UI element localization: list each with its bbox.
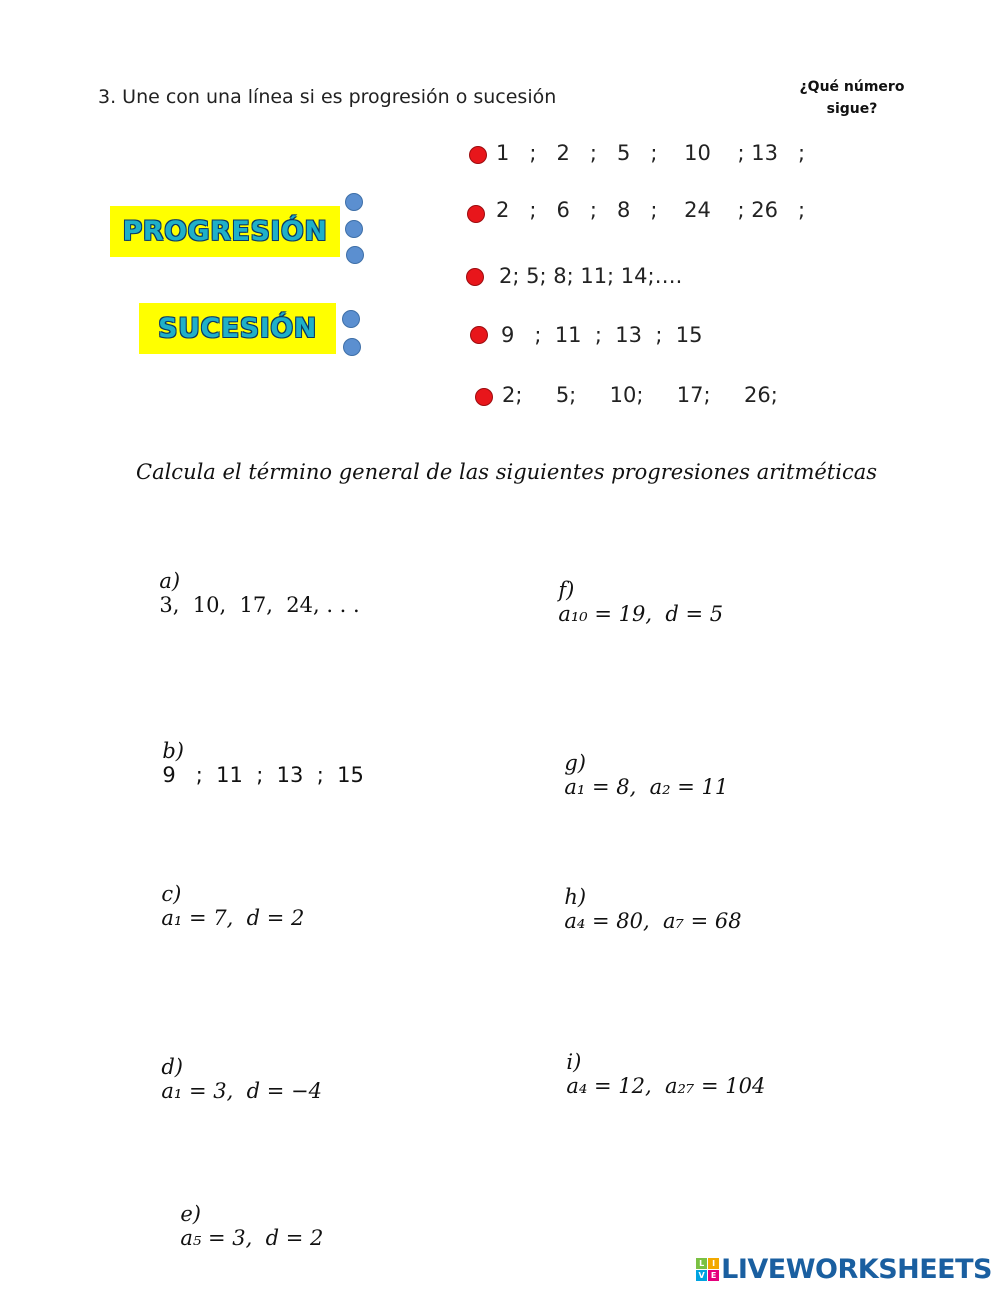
exercise-a-label: a)	[159, 569, 181, 593]
sequence-connector-dot-3[interactable]	[466, 268, 484, 286]
sequence-3: 2; 5; 8; 11; 14;….	[499, 264, 683, 288]
liveworksheets-logo	[696, 1254, 992, 1285]
instruction-text: 3. Une con una línea si es progresión o sucesión	[98, 86, 557, 108]
exercise-g	[551, 727, 728, 799]
exercise-d	[148, 1031, 322, 1103]
exercise-i	[553, 1026, 765, 1098]
progression-connector-dot-2[interactable]	[345, 220, 363, 238]
sequence-connector-dot-4[interactable]	[470, 326, 488, 344]
exercise-d-label: d)	[161, 1055, 183, 1079]
exercise-i-label: i)	[566, 1050, 582, 1074]
logo-mark-l: L	[696, 1258, 707, 1269]
succession-connector-dot-2[interactable]	[343, 338, 361, 356]
exercise-c-text: a₁ = 7, d = 2	[161, 906, 305, 930]
progression-connector-dot-1[interactable]	[345, 193, 363, 211]
exercise-b	[149, 715, 364, 787]
logo-mark-v: V	[696, 1270, 707, 1281]
exercise-e-label: e)	[180, 1202, 201, 1226]
exercise-b-label: b)	[162, 739, 184, 763]
sequence-5: 2; 5; 10; 17; 26;	[502, 383, 778, 407]
progression-connector-dot-3[interactable]	[346, 246, 364, 264]
exercise-i-text: a₄ = 12, a₂₇ = 104	[566, 1074, 766, 1098]
exercise-g-label: g)	[564, 751, 586, 775]
sequence-connector-dot-2[interactable]	[467, 205, 485, 223]
exercise-c-label: c)	[161, 882, 182, 906]
section-title: Calcula el término general de las siguientes progresiones aritméticas	[136, 460, 877, 484]
sequence-1: 1 ; 2 ; 5 ; 10 ; 13 ;	[496, 141, 806, 165]
exercise-g-text: a₁ = 8, a₂ = 11	[564, 775, 729, 799]
exercise-a-text: 3, 10, 17, 24, . . .	[159, 593, 360, 617]
exercise-c	[148, 858, 304, 930]
sequence-2: 2 ; 6 ; 8 ; 24 ; 26 ;	[496, 198, 806, 222]
exercise-a	[146, 545, 360, 617]
liveworksheets-wordmark: LIVEWORKSHEETS	[721, 1254, 992, 1285]
sequence-4: 9 ; 11 ; 13 ; 15	[501, 323, 703, 347]
exercise-h-text: a₄ = 80, a₇ = 68	[564, 909, 742, 933]
exercise-e	[167, 1178, 323, 1250]
exercise-b-text: 9 ; 11 ; 13 ; 15	[162, 763, 364, 787]
logo-mark-e: E	[708, 1270, 719, 1281]
exercise-f	[545, 554, 723, 626]
sequence-connector-dot-5[interactable]	[475, 388, 493, 406]
logo-mark-i: I	[708, 1258, 719, 1269]
exercise-h-label: h)	[564, 885, 587, 909]
next-number-hint: ¿Qué número sigue?	[799, 79, 905, 117]
exercise-f-label: f)	[558, 578, 575, 602]
succession-connector-dot-1[interactable]	[342, 310, 360, 328]
sequence-connector-dot-1[interactable]	[469, 146, 487, 164]
liveworksheets-mark-icon	[696, 1258, 719, 1281]
exercise-h	[551, 861, 742, 933]
exercise-d-text: a₁ = 3, d = −4	[161, 1079, 322, 1103]
progression-label: PROGRESIÓN	[110, 206, 340, 257]
exercise-f-text: a₁₀ = 19, d = 5	[558, 602, 724, 626]
exercise-e-text: a₅ = 3, d = 2	[180, 1226, 324, 1250]
succession-label: SUCESIÓN	[139, 303, 336, 354]
